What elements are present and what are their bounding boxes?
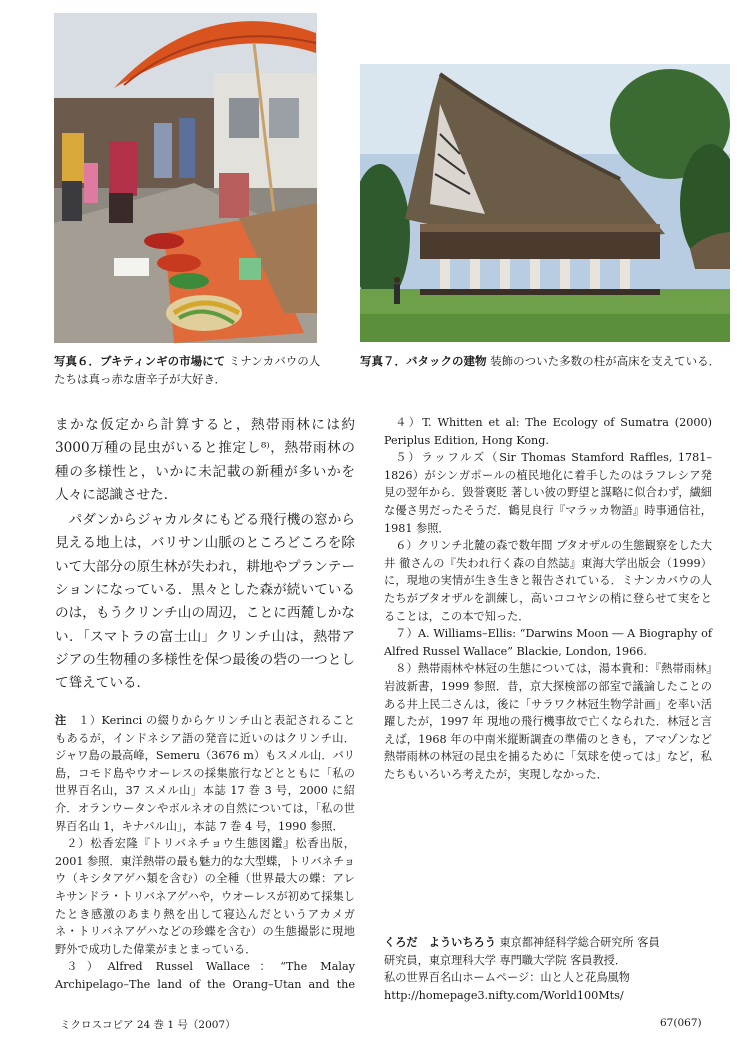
photo-market	[54, 13, 317, 343]
footer-journal: ミクロスコピア 24 巻 1 号（2007）	[60, 1019, 236, 1031]
author-affiliation-1: 東京都神経科学総合研究所 客員	[499, 936, 660, 949]
photo6-caption-text: ミナンカバウの人たちは真っ赤な唐辛子が大好き．	[54, 354, 321, 386]
note-5: ５）ラッフルズ（Sir Thomas Stamford Raffles, 1781–1826）がシンガポールの植民地化に着手したのはラフレシア発見の翌年から．毀誉褒貶 著しい彼の野望と謀略に似合わず，繊細な優さ男だったそうだ．鶴見良行『マラッカ物語』時事通信社，1981 参照．	[384, 451, 712, 535]
note-8: ８）熱帯雨林や林冠の生態については，湯本貴和：『熱帯雨林』岩波新書，1999 参照．昔，京大探検部の部室で議論したことのある井上民二さんは，後に「サラワク林冠生物学計画」を率い活躍したが，1997 年 現地の飛行機事故で亡くなられた．林冠と言えば，1968 年の中南米縦断調査の準備のときも，アマゾンなど熱帯雨林の林冠の昆虫を捕るために「気球を使っては」など，私たちもいろいろ考えたが，実現しなかった．	[384, 662, 712, 781]
author-line-1	[384, 934, 714, 952]
photo6-label: 写真６．ブキティンギの市場にて	[54, 354, 226, 368]
note-1	[55, 712, 355, 835]
photo6-caption	[54, 352, 322, 388]
note-7: ７）A. Williams–Ellis: “Darwins Moon ― A Biography of Alfred Russel Wallace” Blackie, London, 1966.	[384, 627, 712, 658]
author-block	[384, 934, 714, 1004]
note-4: ４）T. Whitten et al: The Ecology of Sumatra (2000) Periplus Edition, Hong Kong.	[384, 416, 712, 447]
footer-page-number: 67(067)	[660, 1017, 702, 1029]
author-affiliation-2: 研究員，東京理科大学 専門職大学院 客員教授．	[384, 953, 627, 967]
notes-left	[55, 712, 355, 993]
author-name: くろだ よういちろう	[384, 935, 496, 949]
notes-heading: 注	[55, 713, 67, 727]
note-6: ６）クリンチ北麓の森で数年間 ブタオザルの生態観察をした大井 徹さんの『失われ行く森の自然誌』東海大学出版会（1999）に，現地の実情が生き生きと報告されている．ミナンカバウの人たちがブタオザルを訓練し，高いココヤシの梢に登らせて実をとることは，この本で知った．	[384, 539, 712, 623]
photo-batak-house	[360, 64, 730, 342]
note-1-text: １）Kerinci の綴りからケリンチ山と表記されることもあるが，インドネシア語の発音に近いのはクリンチ山．ジャワ島の最高峰，Semeru（3676 m）もスメル山．バリ島，コモド島やウオーレスの採集旅行などとともに「私の世界百名山，37 スメル山」本誌 17 巻 3 号，2000 に紹介．オランウータンやボルネオの自然については，「私の世界百名山 1，キナバル山」，本誌 7 巻 4 号，1990 参照．	[55, 714, 355, 833]
photo7-label: 写真７．バタックの建物	[360, 354, 487, 368]
body-paragraph-1: まかな仮定から計算すると，熱帯雨林には約3000万種の昆虫がいると推定し⁸⁾，熱帯雨林の種の多様性と，いかに未記載の新種が多いかを人々に認識させた．	[55, 417, 355, 503]
note-2: ２）松香宏隆『トリバネチョウ生態図鑑』松香出版，2001 参照．東洋熱帯の最も魅力的な大型蝶，トリバネチョウ（キシタアゲハ類を含む）の全種（世界最大の蝶：アレキサンドラ・トリバネアゲハや，ウオーレスが初めて採集したとき感激のあまり熱を出して寝込んだというアカメガネ・トリバネアゲハなどの珍蝶を含む）の生態撮影に現地野外で成功した偉業がまとまっている．	[55, 837, 355, 956]
author-homepage-url[interactable]: http://homepage3.nifty.com/World100Mts/	[384, 988, 624, 1002]
notes-right	[384, 414, 712, 783]
author-homepage-label: 私の世界百名山ホームページ：山と人と花鳥風物	[384, 971, 630, 985]
body-text	[55, 414, 355, 696]
photo7-caption-text: 装飾のついた多数の柱が高床を支えている．	[490, 354, 721, 368]
body-paragraph-2: パダンからジャカルタにもどる飛行機の窓から見える地上は，バリサン山脈のところどころを除いて大部分の原生林が失われ，耕地やプランテーションになっている．黒々とした森が続いているのは，もうクリンチ山の周辺，ことに西麓しかない．「スマトラの富士山」クリンチ山は，熱帯アジアの生物種の多様性を保つ最後の砦の一つとして聳えている．	[55, 512, 355, 692]
note-3: ３）Alfred Russel Wallace：“The Malay Archipelago–The land of the Orang–Utan and the	[55, 960, 355, 991]
photo7-caption	[360, 352, 735, 370]
